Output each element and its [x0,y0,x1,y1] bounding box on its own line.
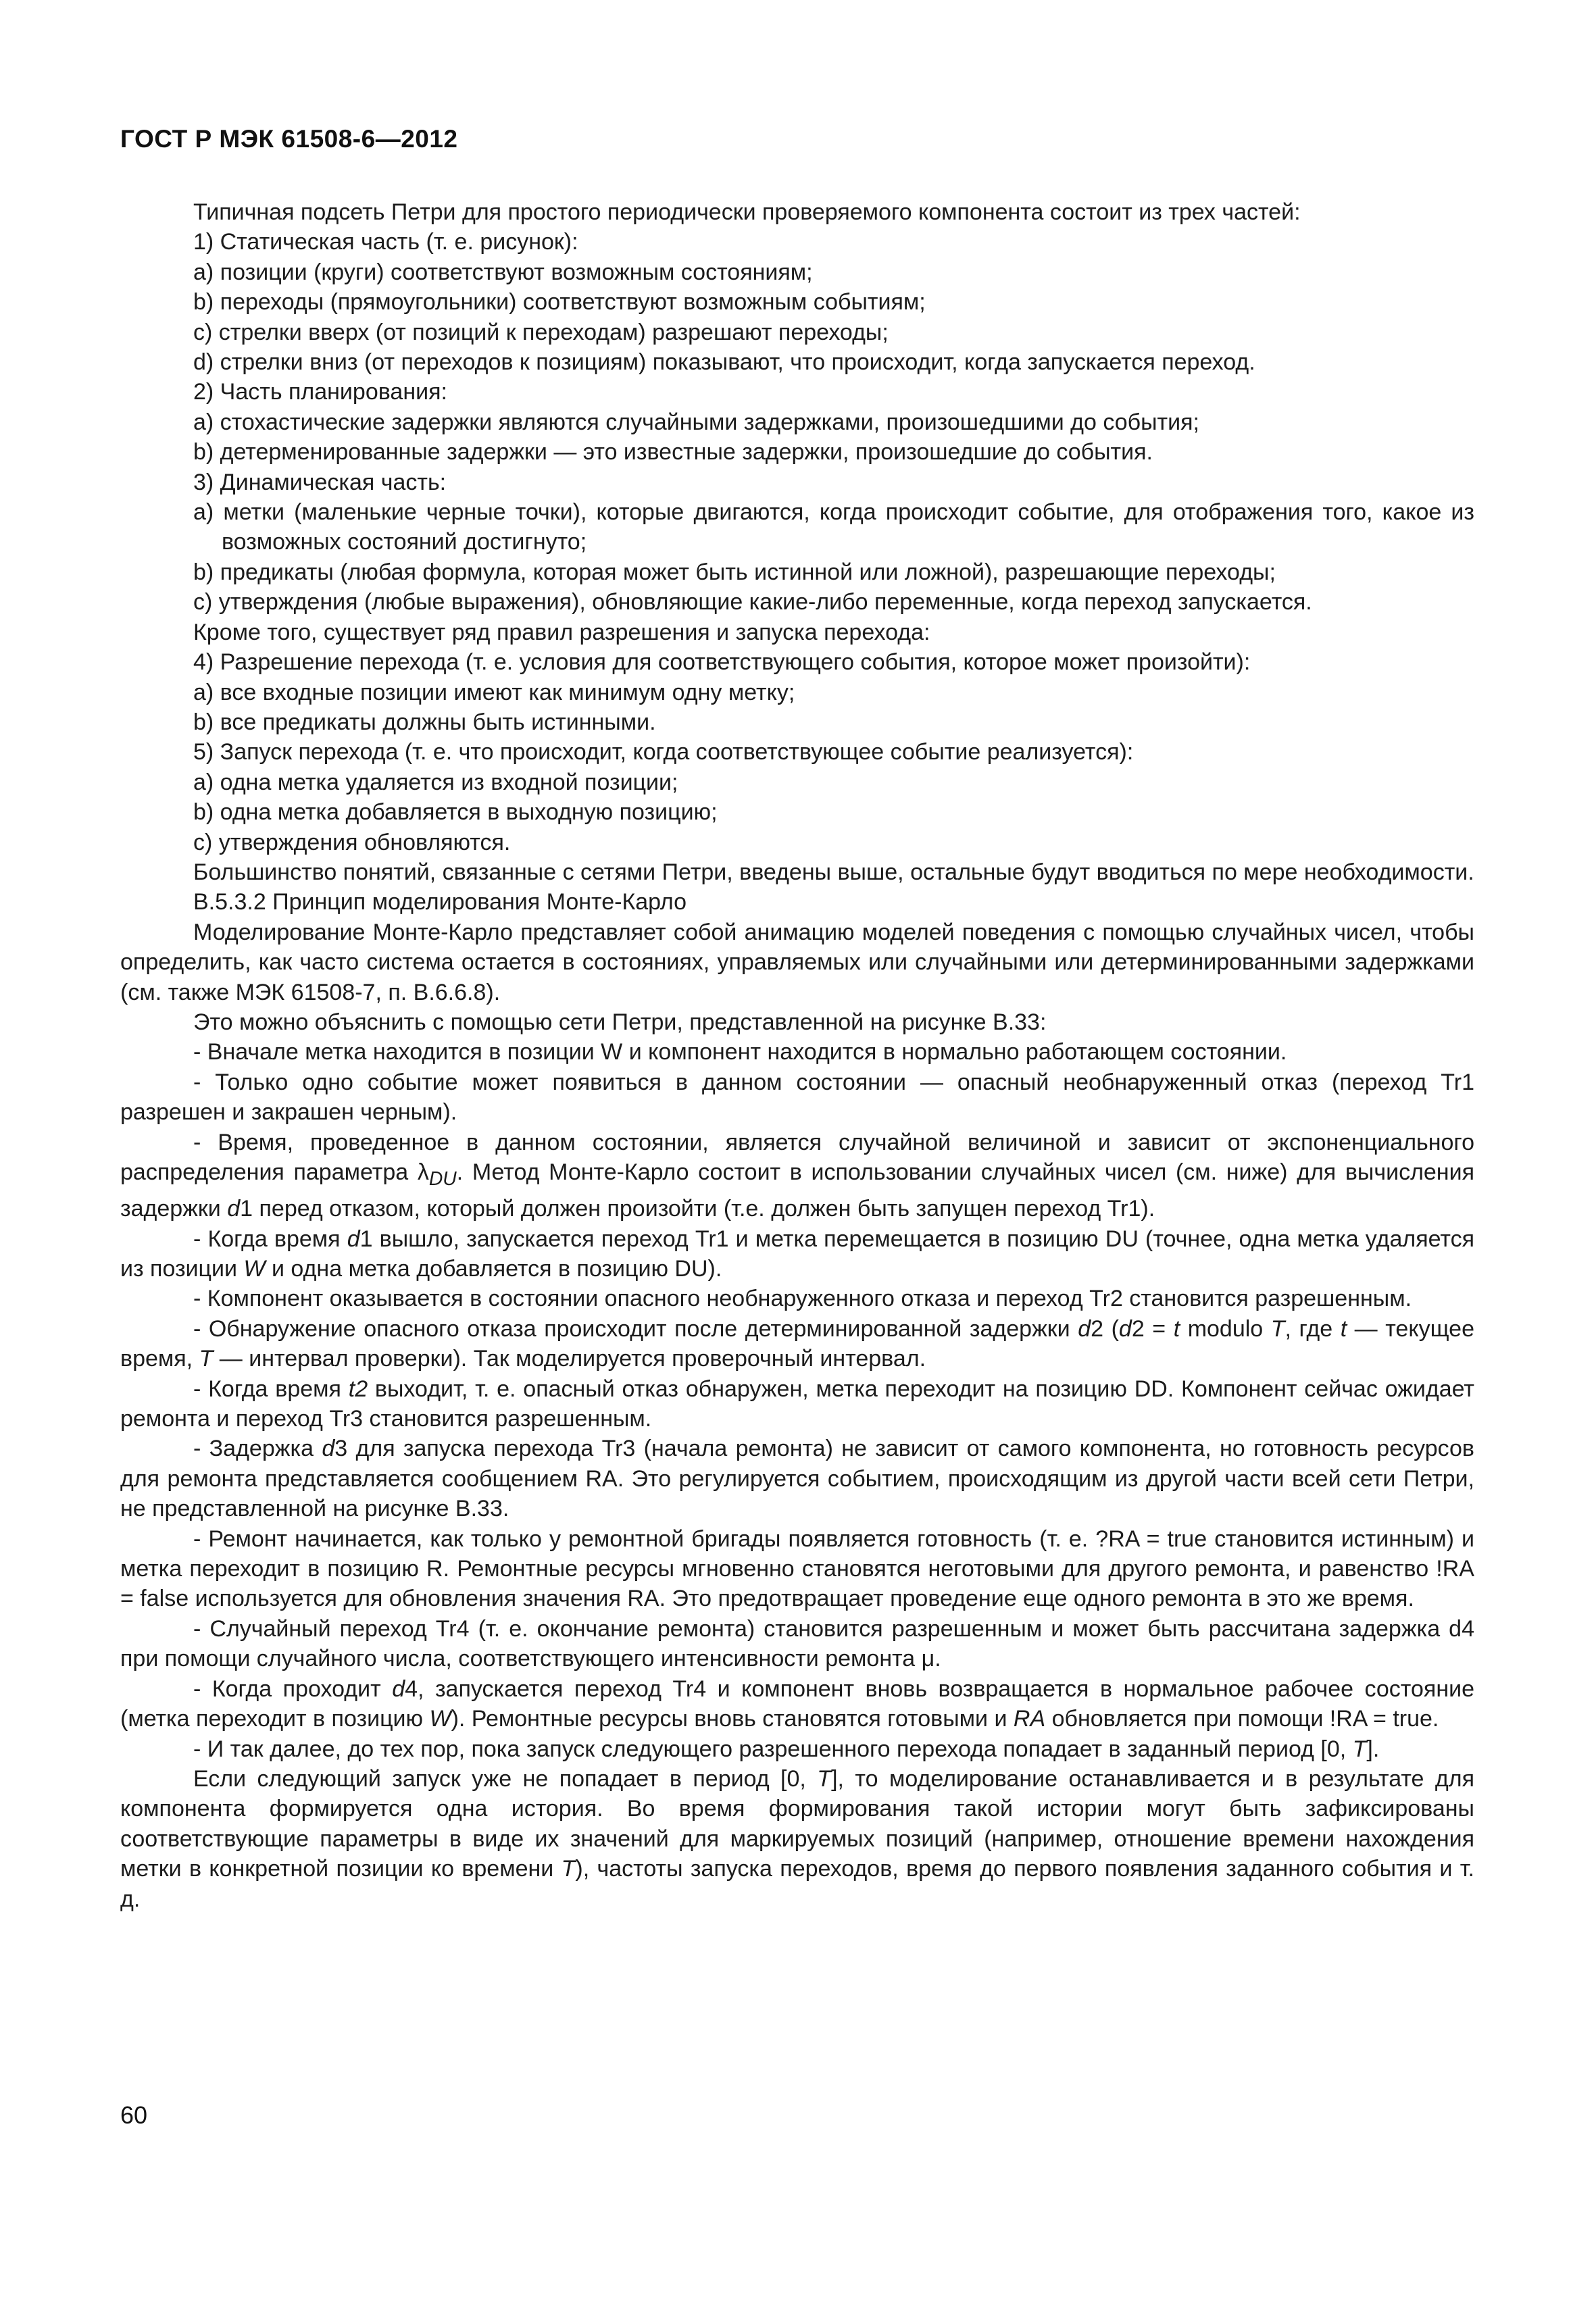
paragraph: Большинство понятий, связанные с сетями Петри, введены выше, остальные будут вводиться по мере необходимости. [193,859,1474,885]
sub-list-item: b) одна метка добавляется в выходную позицию; [193,799,718,826]
sub-list-item: b) переходы (прямоугольники) соответствуют возможным событиям; [193,289,926,316]
page-header: ГОСТ Р МЭК 61508-6—2012 [120,125,458,153]
list-item: 1) Статическая часть (т. е. рисунок): [193,229,578,255]
dash-item: - Компонент оказывается в состоянии опасного необнаруженного отказа и переход Tr2 становится разрешенным. [193,1286,1412,1312]
sub-list-item: b) все предикаты должны быть истинными. [193,709,656,735]
list-item: 3) Динамическая часть: [193,469,447,495]
dash-item: - Когда время d1 вышло, запускается переход Tr1 и метка перемещается в позицию DU (точнее, одна метка удаляется из позиции W и одна метка добавляется в позицию DU). [120,1226,1475,1282]
dash-item: - Время, проведенное в данном состоянии, является случайной величиной и зависит от экспоненциального распределения параметра $\lambda_{DU}$. Метод Монте-Карло состоит в использовании случайных чисел (см. ниже) для вычисления задержки d1 перед отказом, который должен произойти (т.е. должен быть запущен переход Tr1). [120,1129,1474,1222]
list-item: 2) Часть планирования: [193,379,447,405]
page-body [120,197,1474,1914]
sub-list-item: a) метки (маленькие черные точки), которые двигаются, когда происходит событие, для отображения того, какое из возможных состояний достигнуто; [193,499,1474,555]
paragraph: Кроме того, существует ряд правил разрешения и запуска перехода: [193,619,930,645]
sub-list-item: a) позиции (круги) соответствуют возможным состояниям; [193,259,813,285]
dash-item: - Когда проходит d4, запускается переход Tr4 и компонент вновь возвращается в нормальное рабочее состояние (метка переходит в позицию W). Ремонтные ресурсы вновь становятся готовыми и RA обновляется при помощи !RA = true. [120,1676,1475,1732]
dash-item: - Задержка d3 для запуска перехода Tr3 (начала ремонта) не зависит от самого компонента, но готовность ресурсов для ремонта представляется сообщением RA. Это регулируется событием, происходящим из другой части всей сети Петри, не представленной на рисунке В.33. [120,1436,1474,1522]
sub-list-item: b) предикаты (любая формула, которая может быть истинной или ложной), разрешающие переходы; [193,559,1276,585]
dash-item: - Обнаружение опасного отказа происходит после детерминированной задержки d2 (d2 = t modulo T, где t — текущее время, T — интервал проверки). Так моделируется проверочный интервал. [120,1315,1474,1372]
list-item: 5) Запуск перехода (т. е. что происходит, когда соответствующее событие реализуется): [193,739,1134,765]
sub-list-item: c) утверждения (любые выражения), обновляющие какие-либо переменные, когда переход запускается. [193,589,1312,615]
paragraph: Это можно объяснить с помощью сети Петри, представленной на рисунке В.33: [193,1009,1047,1035]
paragraph: Типичная подсеть Петри для простого периодически проверяемого компонента состоит из трех частей: [193,199,1301,225]
dash-item: - Только одно событие может появиться в данном состоянии — опасный необнаруженный отказ (переход Tr1 разрешен и закрашен черным). [120,1069,1474,1126]
sub-list-item: a) все входные позиции имеют как минимум одну метку; [193,679,795,705]
dash-item: - И так далее, до тех пор, пока запуск следующего разрешенного перехода попадает в заданный период [0, T]. [193,1736,1380,1762]
dash-item: - Вначале метка находится в позиции W и компонент находится в нормально работающем состоянии. [193,1039,1287,1065]
sub-list-item: a) стохастические задержки являются случайными задержками, произошедшими до события; [193,409,1199,435]
dash-item: - Когда время t2 выходит, т. е. опасный отказ обнаружен, метка переходит на позицию DD. Компонент сейчас ожидает ремонта и переход Tr3 становится разрешенным. [120,1376,1474,1432]
sub-list-item: c) утверждения обновляются. [193,829,511,855]
dash-item: - Ремонт начинается, как только у ремонтной бригады появляется готовность (т. е. ?RA = true становится истинным) и метка переходит в позицию R. Ремонтные ресурсы мгновенно становятся неготовыми для другого ремонта, и равенство !RA = false используется для обновления значения RA. Это предотвращает проведение еще одного ремонта в это же время. [120,1526,1474,1612]
section-heading: В.5.3.2 Принцип моделирования Монте-Карло [193,889,687,915]
list-item: 4) Разрешение перехода (т. е. условия для соответствующего события, которое может произойти): [193,649,1251,676]
sub-list-item: d) стрелки вниз (от переходов к позициям) показывают, что происходит, когда запускается переход. [193,349,1255,376]
lambda-symbol: λ [417,1159,429,1185]
sub-list-item: a) одна метка удаляется из входной позиции; [193,769,678,795]
page-number: 60 [120,2101,148,2129]
sub-list-item: b) детерменированные задержки — это известные задержки, произошедшие до события. [193,439,1153,466]
sub-list-item: c) стрелки вверх (от позиций к переходам) разрешают переходы; [193,319,889,345]
paragraph: Моделирование Монте-Карло представляет собой анимацию моделей поведения с помощью случайных чисел, чтобы определить, как часто система остается в состояниях, управляемых или случайными или детерминированными задержками (см. также МЭК 61508-7, п. В.6.6.8). [120,919,1474,1005]
paragraph: Если следующий запуск уже не попадает в период [0, T], то моделирование останавливается и в результате для компонента формируется одна история. Во время формирования такой истории могут быть зафиксированы соответствующие параметры в виде их значений для маркируемых позиций (например, отношение времени нахождения метки в конкретной позиции ко времени T), частоты запуска переходов, время до первого появления заданного события и т. д. [120,1765,1474,1912]
dash-item: - Случайный переход Tr4 (т. е. окончание ремонта) становится разрешенным и может быть рассчитана задержка d4 при помощи случайного числа, соответствующего интенсивности ремонта μ. [120,1615,1474,1672]
